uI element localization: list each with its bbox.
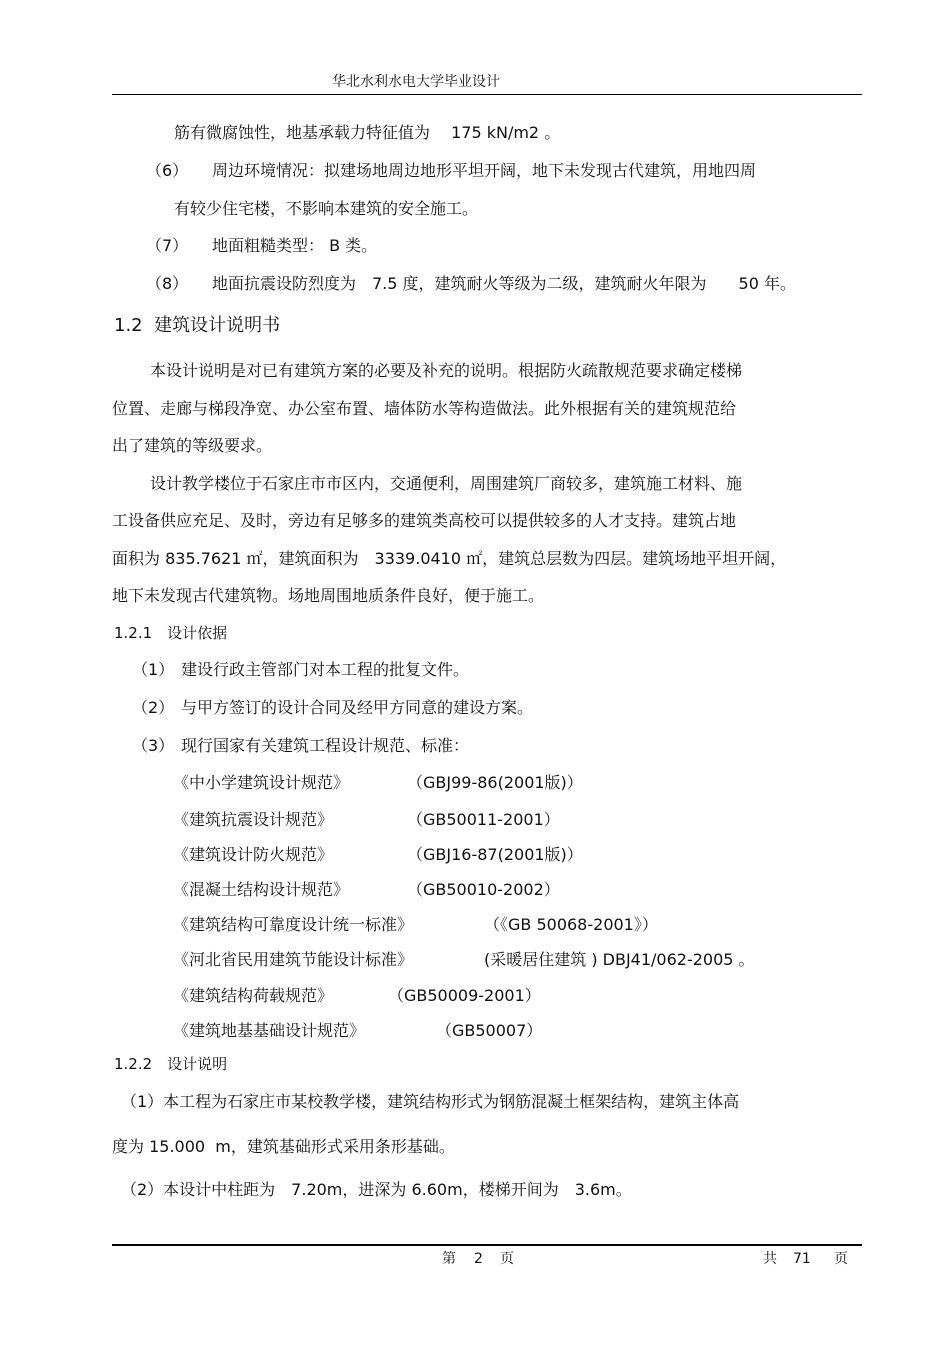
page-number: 2 <box>474 1251 483 1267</box>
body-line: 度为 15.000 m，建筑基础形式采用条形基础。 <box>112 1137 455 1156</box>
header-rule <box>112 94 862 95</box>
header-title: 华北水利水电大学毕业设计 <box>332 74 500 90</box>
body-line: 与甲方签订的设计合同及经甲方同意的建设方案。 <box>181 698 534 717</box>
list-number: （7） <box>146 236 189 255</box>
standard-name: 《河北省民用建筑节能设计标准》 <box>173 950 414 969</box>
standard-code: （GB50011-2001） <box>407 810 560 829</box>
standard-code: （GB50007） <box>436 1021 543 1040</box>
standard-code: （GB50010-2002） <box>407 880 560 899</box>
list-number: （1） <box>132 660 175 679</box>
body-line: 现行国家有关建筑工程设计规范、标准： <box>181 736 470 755</box>
standard-name: 《建筑抗震设计规范》 <box>173 810 334 829</box>
total-label-suffix: 页 <box>834 1251 848 1267</box>
standard-name: 《建筑结构可靠度设计统一标准》 <box>173 915 414 934</box>
standard-code: （GBJ16-87(2001版)） <box>407 845 583 864</box>
list-number: （3） <box>132 736 175 755</box>
total-label: 共 <box>763 1251 777 1267</box>
list-number: （6） <box>146 161 189 180</box>
standard-name: 《建筑结构荷载规范》 <box>173 986 334 1005</box>
standard-name: 《建筑地基基础设计规范》 <box>173 1021 366 1040</box>
body-line: 设计教学楼位于石家庄市市区内，交通便利，周围建筑厂商较多，建筑施工材料、施 <box>150 474 743 493</box>
body-line: 地面抗震设防烈度为 7.5 度，建筑耐火等级为二级，建筑耐火年限为 50 年。 <box>212 274 796 293</box>
body-line: （1）本工程为石家庄市某校教学楼，建筑结构形式为钢筋混凝土框架结构，建筑主体高 <box>121 1092 740 1111</box>
body-line: （2）本设计中柱距为 7.20m，进深为 6.60m，楼梯开间为 3.6m。 <box>121 1180 632 1199</box>
body-line: 地下未发现古代建筑物。场地周围地质条件良好，便于施工。 <box>112 586 545 605</box>
footer-rule <box>112 1244 862 1246</box>
standard-name: 《建筑设计防火规范》 <box>173 845 334 864</box>
body-line: 出了建筑的等级要求。 <box>112 436 273 455</box>
total-pages: 71 <box>793 1251 811 1267</box>
list-number: （2） <box>132 698 175 717</box>
page-label-suffix: 页 <box>500 1251 514 1267</box>
list-number: （8） <box>146 274 189 293</box>
subsection-heading: 1.2.1 设计依据 <box>114 624 228 642</box>
standard-code: （GB50009-2001） <box>388 986 541 1005</box>
body-line: 周边环境情况：拟建场地周边地形平坦开阔，地下未发现古代建筑，用地四周 <box>212 161 757 180</box>
body-line: 面积为 835.7621 ㎡，建筑面积为 3339.0410 ㎡，建筑总层数为四层。建筑场地平坦开阔， <box>112 549 787 568</box>
body-line: 地面粗糙类型： B 类。 <box>212 236 378 255</box>
standard-name: 《中小学建筑设计规范》 <box>173 773 350 792</box>
standard-code: （《GB 50068-2001》） <box>484 915 658 934</box>
standard-code: (采暖居住建筑 ) DBJ41/062-2005 。 <box>484 950 755 969</box>
body-line: 筋有微腐蚀性，地基承载力特征值为 175 kN/m2 。 <box>174 123 561 142</box>
page-label: 第 <box>442 1251 456 1267</box>
standard-code: （GBJ99-86(2001版)） <box>407 773 583 792</box>
body-line: 本设计说明是对已有建筑方案的必要及补充的说明。根据防火疏散规范要求确定楼梯 <box>150 361 743 380</box>
body-line: 工设备供应充足、及时，旁边有足够多的建筑类高校可以提供较多的人才支持。建筑占地 <box>112 511 737 530</box>
subsection-heading: 1.2.2 设计说明 <box>114 1055 228 1073</box>
body-line: 位置、走廊与梯段净宽、办公室布置、墙体防水等构造做法。此外根据有关的建筑规范给 <box>112 399 737 418</box>
standard-name: 《混凝土结构设计规范》 <box>173 880 350 899</box>
body-line: 建设行政主管部门对本工程的批复文件。 <box>181 660 470 679</box>
body-line: 有较少住宅楼，不影响本建筑的安全施工。 <box>174 199 479 218</box>
section-heading: 1.2 建筑设计说明书 <box>114 315 281 336</box>
